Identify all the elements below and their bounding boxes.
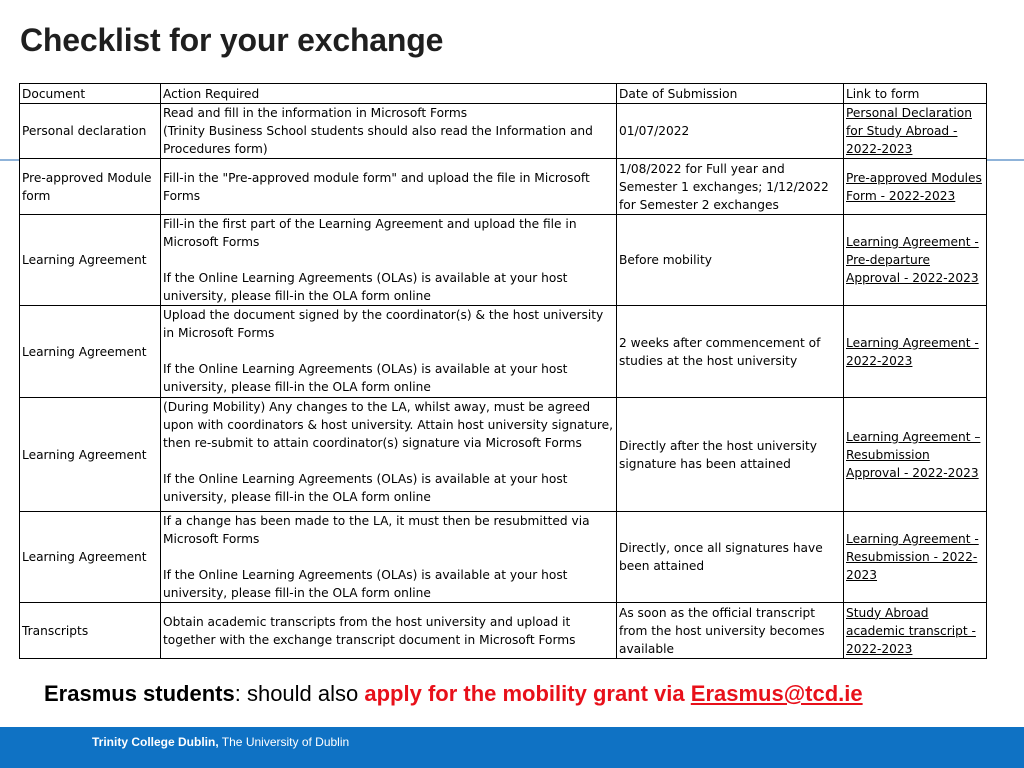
link-cell <box>844 215 987 306</box>
column-header-link: Link to form <box>844 84 987 104</box>
date-cell: Directly after the host university signature has been attained <box>617 398 844 512</box>
table-row <box>20 104 987 159</box>
document-cell: Learning Agreement <box>20 512 161 603</box>
action-cell: Obtain academic transcripts from the host university and upload it together with the exchange transcript document in Microsoft Forms <box>161 603 617 659</box>
erasmus-email-link[interactable]: Erasmus@tcd.ie <box>690 681 863 706</box>
footer-bar <box>0 727 1024 768</box>
date-cell: As soon as the official transcript from the host university becomes available <box>617 603 844 659</box>
column-header-action: Action Required <box>161 84 617 104</box>
action-cell: Fill-in the first part of the Learning Agreement and upload the file in Microsoft Forms If the Online Learning Agreements (OLAs) is available at your host university, please fill-in the OLA form online <box>161 215 617 306</box>
table-header-row <box>20 84 987 104</box>
table-row <box>20 159 987 215</box>
action-cell: Read and fill in the information in Microsoft Forms (Trinity Business School students should also read the Information and Procedures form) <box>161 104 617 159</box>
date-cell: 1/08/2022 for Full year and Semester 1 exchanges; 1/12/2022 for Semester 2 exchanges <box>617 159 844 215</box>
learning-agreement-resubmission-approval-link[interactable]: Learning Agreement – Resubmission Approval - 2022-2023 <box>846 429 981 480</box>
link-cell <box>844 104 987 159</box>
study-abroad-transcript-link[interactable]: Study Abroad academic transcript - 2022-2023 <box>846 605 976 656</box>
link-cell <box>844 306 987 398</box>
table-row <box>20 306 987 398</box>
document-cell: Learning Agreement <box>20 398 161 512</box>
table-row <box>20 215 987 306</box>
action-cell: Upload the document signed by the coordinator(s) & the host university in Microsoft Forms If the Online Learning Agreements (OLAs) is available at your host university, please fill-in the OLA form online <box>161 306 617 398</box>
document-cell: Learning Agreement <box>20 215 161 306</box>
document-cell: Transcripts <box>20 603 161 659</box>
erasmus-notice <box>44 681 863 707</box>
learning-agreement-link[interactable]: Learning Agreement - 2022-2023 <box>846 335 979 368</box>
date-cell: 01/07/2022 <box>617 104 844 159</box>
personal-declaration-form-link[interactable]: Personal Declaration for Study Abroad - 2022-2023 <box>846 106 972 156</box>
table-row <box>20 512 987 603</box>
date-cell: 2 weeks after commencement of studies at the host university <box>617 306 844 398</box>
footer-institution: Trinity College Dublin, <box>92 735 219 749</box>
document-cell: Personal declaration <box>20 104 161 159</box>
checklist-table <box>19 83 987 659</box>
footer-text <box>92 735 349 749</box>
date-cell: Directly, once all signatures have been attained <box>617 512 844 603</box>
action-cell: If a change has been made to the LA, it must then be resubmitted via Microsoft Forms If the Online Learning Agreements (OLAs) is available at your host university, please fill-in the OLA form online <box>161 512 617 603</box>
table-row <box>20 603 987 659</box>
document-cell: Pre-approved Module form <box>20 159 161 215</box>
column-header-document: Document <box>20 84 161 104</box>
pre-approved-modules-form-link[interactable]: Pre-approved Modules Form - 2022-2023 <box>846 170 982 203</box>
page-title: Checklist for your exchange <box>20 22 444 58</box>
erasmus-label: Erasmus students <box>44 681 235 706</box>
erasmus-text: : should also <box>234 681 365 706</box>
action-cell: (During Mobility) Any changes to the LA, whilst away, must be agreed upon with coordinators & host university. Attain host university signature, then re-submit to attain coordinator(s) signature via Microsoft Forms If the Online Learning Agreements (OLAs) is available at your host university, please fill-in the OLA form online <box>161 398 617 512</box>
erasmus-highlight: apply for the mobility grant via <box>364 681 691 706</box>
link-cell <box>844 159 987 215</box>
date-cell: Before mobility <box>617 215 844 306</box>
table-row <box>20 398 987 512</box>
link-cell <box>844 398 987 512</box>
learning-agreement-resubmission-link[interactable]: Learning Agreement - Resubmission - 2022-2023 <box>846 532 979 582</box>
link-cell <box>844 603 987 659</box>
document-cell: Learning Agreement <box>20 306 161 398</box>
column-header-date: Date of Submission <box>617 84 844 104</box>
footer-subtitle: The University of Dublin <box>218 735 350 749</box>
link-cell <box>844 512 987 603</box>
action-cell: Fill-in the "Pre-approved module form" and upload the file in Microsoft Forms <box>161 159 617 215</box>
learning-agreement-pre-departure-link[interactable]: Learning Agreement - Pre-departure Approval - 2022-2023 <box>846 235 979 285</box>
